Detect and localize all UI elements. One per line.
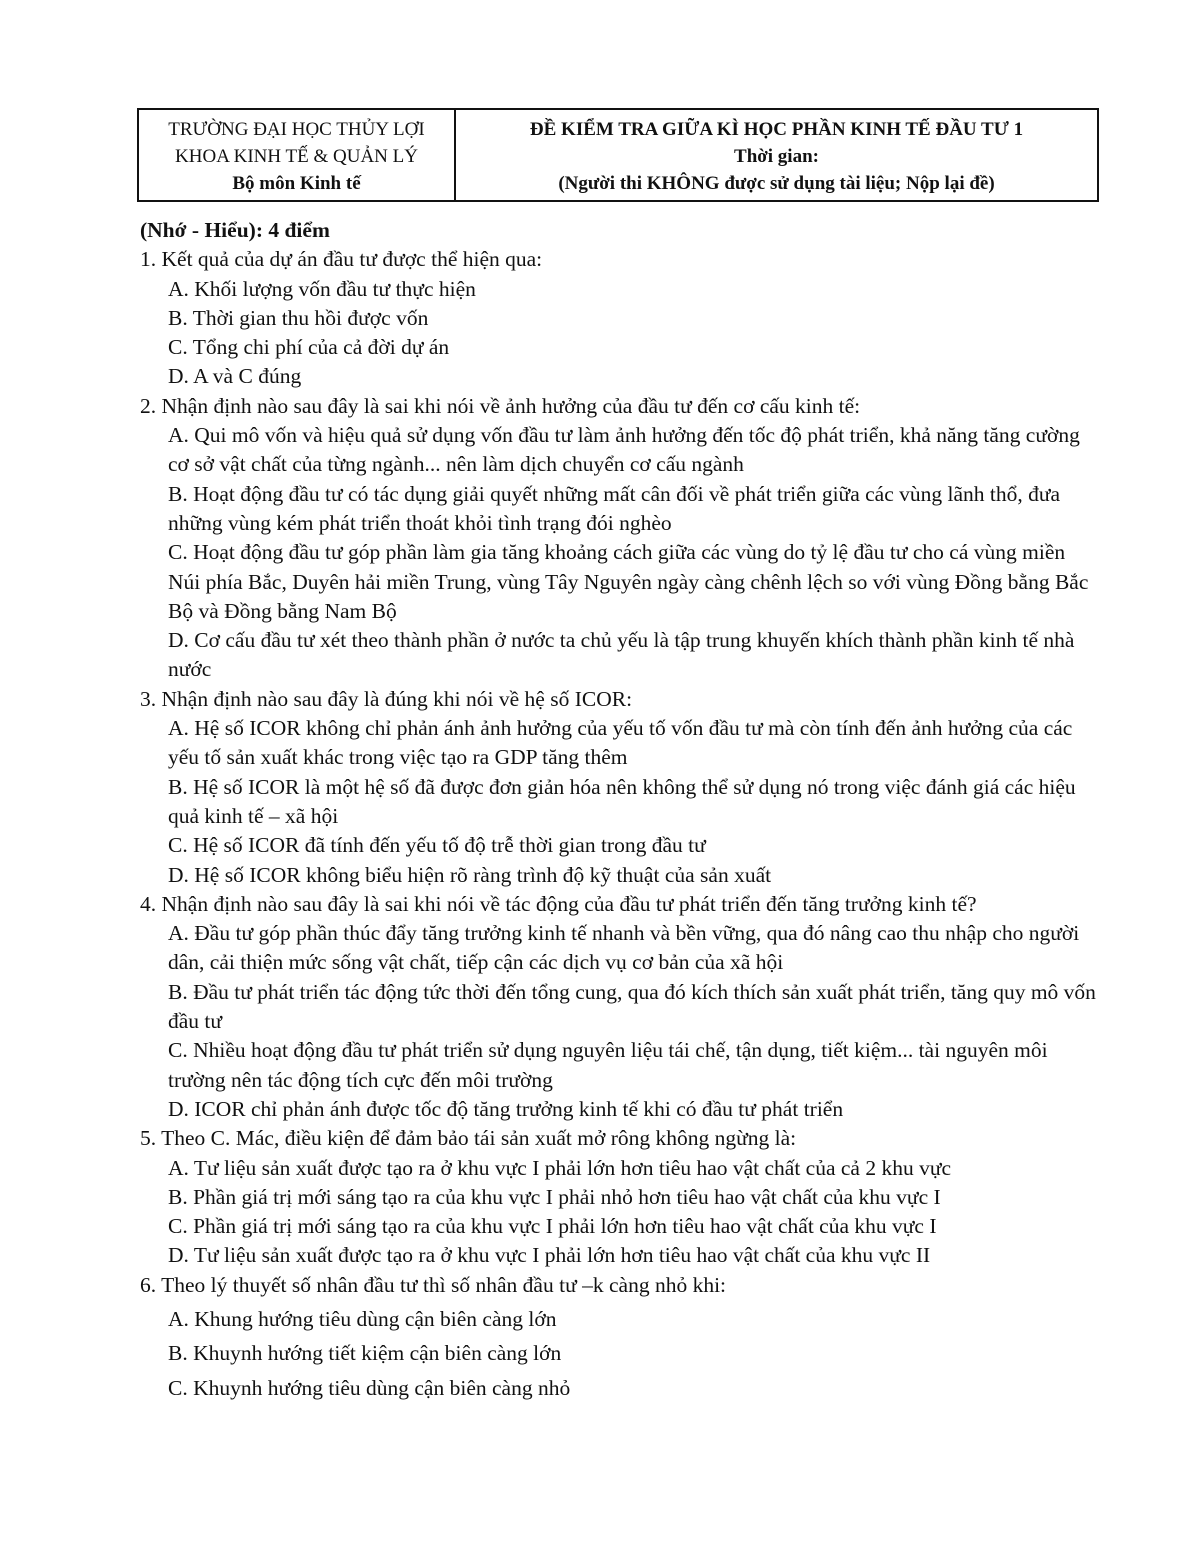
- exam-header-table: [137, 108, 1099, 202]
- exam-body: [140, 216, 1100, 1403]
- question-1: 1. Kết quả của dự án đầu tư được thể hiện qua:: [140, 247, 543, 272]
- question-4-option-c: C. Nhiều hoạt động đầu tư phát triển sử dụng nguyên liệu tái chế, tận dụng, tiết kiệm... tài nguyên môi trường nên tác động tích cực đến môi trường: [168, 1038, 1048, 1092]
- question-1-option-a: A. Khối lượng vốn đầu tư thực hiện: [168, 276, 476, 301]
- header-exam-cell: [456, 110, 1097, 200]
- question-5-option-b: B. Phần giá trị mới sáng tạo ra của khu vực I phải nhỏ hơn tiêu hao vật chất của khu vực I: [168, 1184, 941, 1209]
- exam-note: (Người thi KHÔNG được sử dụng tài liệu; Nộp lại đề): [558, 173, 995, 194]
- question-3-option-a: A. Hệ số ICOR không chỉ phản ánh ảnh hưởng của yếu tố vốn đầu tư mà còn tính đến ảnh hưởng của các yếu tố sản xuất khác trong việc tạo ra GDP tăng thêm: [168, 716, 1073, 770]
- question-5-option-a: A. Tư liệu sản xuất được tạo ra ở khu vực I phải lớn hơn tiêu hao vật chất của cả 2 khu vực: [168, 1155, 952, 1180]
- department-name: Bộ môn Kinh tế: [232, 173, 361, 194]
- question-6: 6. Theo lý thuyết số nhân đầu tư thì số nhân đầu tư –k càng nhỏ khi:: [140, 1272, 727, 1297]
- question-3-option-b: B. Hệ số ICOR là một hệ số đã được đơn giản hóa nên không thể sử dụng nó trong việc đánh giá các hiệu quả kinh tế – xã hội: [168, 774, 1076, 828]
- question-1-option-b: B. Thời gian thu hồi được vốn: [168, 305, 429, 330]
- question-2-option-c: C. Hoạt động đầu tư góp phần làm gia tăng khoảng cách giữa các vùng do tỷ lệ đầu tư cho cá vùng miền Núi phía Bắc, Duyên hải miền Trung, vùng Tây Nguyên ngày càng chênh lệch so với vùng Đồng bằng Bắc Bộ và Đồng bằng Nam Bộ: [168, 540, 1089, 623]
- question-3-option-d: D. Hệ số ICOR không biểu hiện rõ ràng trình độ kỹ thuật của sản xuất: [168, 862, 772, 887]
- question-5-option-d: D. Tư liệu sản xuất được tạo ra ở khu vực I phải lớn hơn tiêu hao vật chất của khu vực II: [168, 1243, 931, 1268]
- question-4-option-b: B. Đầu tư phát triển tác động tức thời đến tổng cung, qua đó kích thích sản xuất phát triển, tăng quy mô vốn đầu tư: [168, 979, 1096, 1034]
- question-2-option-d: D. Cơ cấu đầu tư xét theo thành phần ở nước ta chủ yếu là tập trung khuyến khích thành phần kinh tế nhà nước: [168, 628, 1075, 682]
- question-5-option-c: C. Phần giá trị mới sáng tạo ra của khu vực I phải lớn hơn tiêu hao vật chất của khu vực I: [168, 1214, 937, 1239]
- question-2-option-a: A. Qui mô vốn và hiệu quả sử dụng vốn đầu tư làm ảnh hưởng đến tốc độ phát triển, khả năng tăng cường cơ sở vật chất của từng ngành... nên làm dịch chuyển cơ cấu ngành: [168, 423, 1080, 477]
- question-5: 5. Theo C. Mác, điều kiện để đảm bảo tái sản xuất mở rông không ngừng là:: [140, 1126, 797, 1151]
- question-2-option-b: B. Hoạt động đầu tư có tác dụng giải quyết những mất cân đối về phát triển giữa các vùng lãnh thổ, đưa những vùng kém phát triển thoát khỏi tình trạng đói nghèo: [168, 481, 1061, 535]
- question-3: 3. Nhận định nào sau đây là đúng khi nói về hệ số ICOR:: [140, 686, 633, 711]
- question-4-option-d: D. ICOR chỉ phản ánh được tốc độ tăng trưởng kinh tế khi có đầu tư phát triển: [168, 1096, 844, 1121]
- question-1-option-c: C. Tổng chi phí của cả đời dự án: [168, 335, 450, 360]
- question-4-option-a: A. Đầu tư góp phần thúc đẩy tăng trưởng kinh tế nhanh và bền vững, qua đó nâng cao thu nhập cho người dân, cải thiện mức sống vật chất, tiếp cận các dịch vụ cơ bản của xã hội: [168, 921, 1080, 975]
- university-name: TRƯỜNG ĐẠI HỌC THỦY LỢI: [168, 119, 425, 140]
- question-4: 4. Nhận định nào sau đây là sai khi nói về tác động của đầu tư phát triển đến tăng trưởng kinh tế?: [140, 891, 977, 916]
- exam-title: ĐỀ KIỂM TRA GIỮA KÌ HỌC PHẦN KINH TẾ ĐẦU TƯ 1: [529, 119, 1024, 140]
- section-title: (Nhớ - Hiểu): 4 điểm: [140, 218, 330, 242]
- exam-time-label: Thời gian:: [734, 146, 819, 167]
- question-6-option-b: B. Khuynh hướng tiết kiệm cận biên càng lớn: [168, 1341, 562, 1366]
- question-2: 2. Nhận định nào sau đây là sai khi nói về ảnh hưởng của đầu tư đến cơ cấu kinh tế:: [140, 393, 861, 418]
- question-1-option-d: D. A và C đúng: [168, 364, 302, 389]
- question-6-option-a: A. Khung hướng tiêu dùng cận biên càng lớn: [168, 1306, 557, 1331]
- question-3-option-c: C. Hệ số ICOR đã tính đến yếu tố độ trễ thời gian trong đầu tư: [168, 833, 706, 858]
- faculty-name: KHOA KINH TẾ & QUẢN LÝ: [175, 146, 418, 167]
- header-institution-cell: [139, 110, 456, 200]
- question-6-option-c: C. Khuynh hướng tiêu dùng cận biên càng nhỏ: [168, 1375, 571, 1400]
